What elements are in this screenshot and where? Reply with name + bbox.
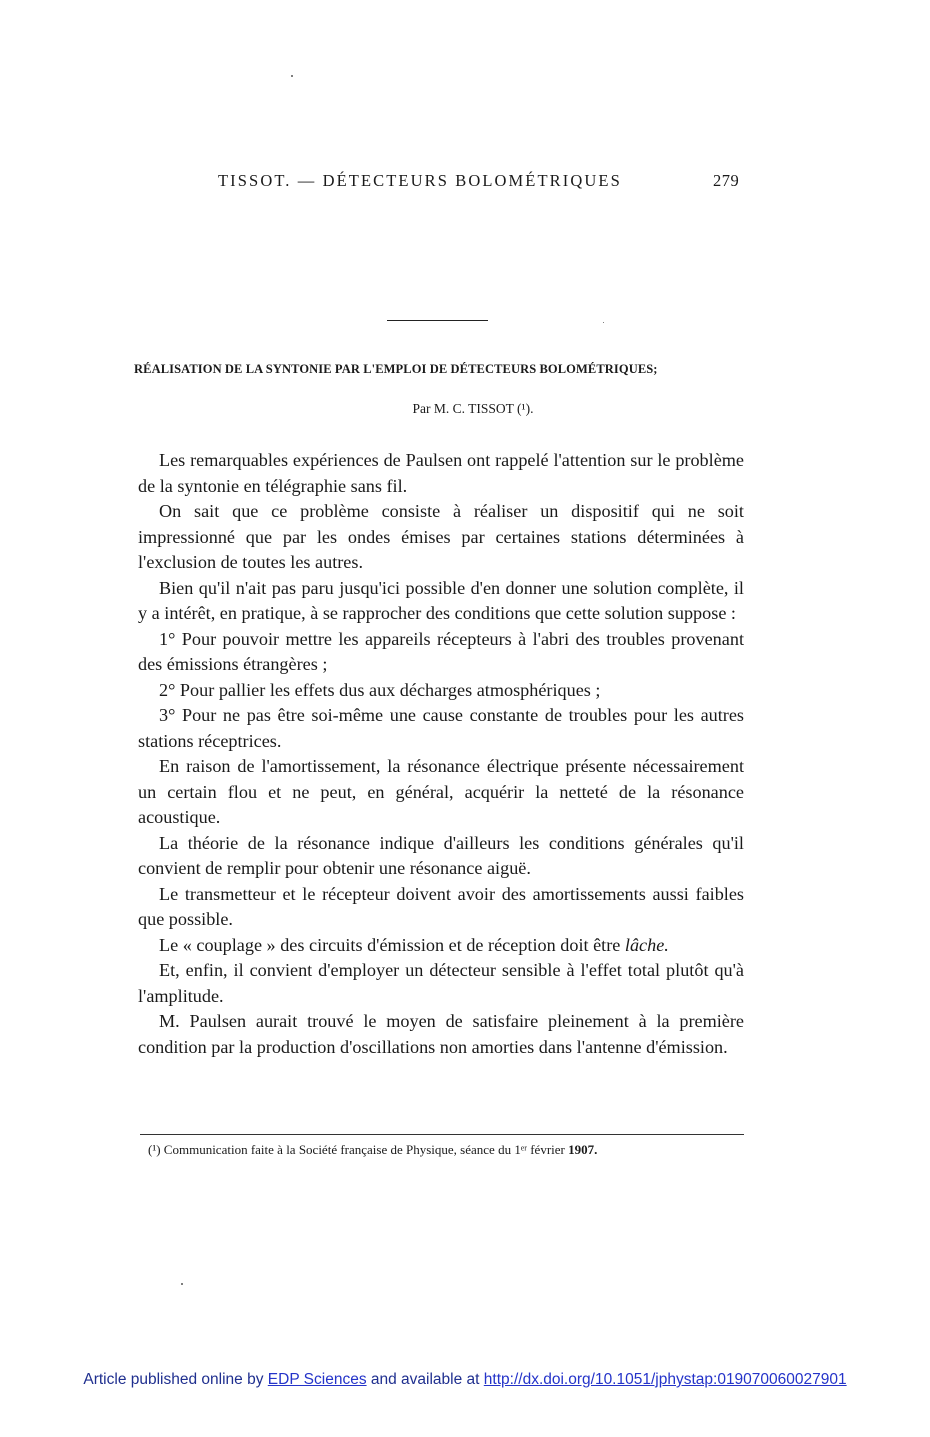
footnote-separator-rule <box>140 1134 744 1135</box>
banner-prefix: Article published online by <box>83 1371 264 1388</box>
scan-speck <box>603 322 604 323</box>
publication-banner <box>0 1371 930 1389</box>
body-paragraph: M. Paulsen aurait trouvé le moyen de satisfaire pleinement à la première condition par la production d'oscillations non amorties dans l'antenne d'émission. <box>138 1011 744 1057</box>
body-paragraph-couplage <box>138 933 744 959</box>
title-separator-rule <box>387 320 488 321</box>
edp-sciences-link[interactable]: EDP Sciences <box>267 1371 367 1388</box>
body-paragraph: Bien qu'il n'ait pas paru jusqu'ici possible d'en donner une solution complète, il y a intérêt, en pratique, à se rapprocher des conditions que cette solution suppose : <box>138 577 744 623</box>
body-paragraph: Le transmetteur et le récepteur doivent avoir des amortissements aussi faibles que possible. <box>138 883 744 929</box>
body-paragraph: 2° Pour pallier les effets dus aux décharges atmosphériques ; <box>159 679 601 700</box>
article-body <box>138 448 744 1060</box>
body-paragraph: Les remarquables expériences de Paulsen ont rappelé l'attention sur le problème de la syntonie en télégraphie sans fil. <box>138 450 744 496</box>
body-paragraph: La théorie de la résonance indique d'ailleurs les conditions générales qu'il convient de remplir pour obtenir une résonance aiguë. <box>138 832 744 878</box>
body-paragraph: 3° Pour ne pas être soi-même une cause constante de troubles pour les autres stations réceptrices. <box>138 705 744 751</box>
italic-word: lâche. <box>624 934 669 955</box>
banner-middle: and available at <box>370 1371 480 1388</box>
running-head <box>0 171 930 193</box>
body-paragraph: On sait que ce problème consiste à réaliser un dispositif qui ne soit impressionné que par les ondes émises par certaines stations déterminées à l'exclusion de toutes les autres. <box>138 501 744 572</box>
scan-speck <box>181 1283 183 1285</box>
body-paragraph: Et, enfin, il convient d'employer un détecteur sensible à l'effet total plutôt qu'à l'amplitude. <box>138 960 744 1006</box>
body-paragraph: En raison de l'amortissement, la résonance électrique présente nécessairement un certain flou et ne peut, en général, acquérir la netteté de la résonance acoustique. <box>138 756 744 827</box>
article-title: RÉALISATION DE LA SYNTONIE PAR L'EMPLOI DE DÉTECTEURS BOLOMÉTRIQUES; <box>134 362 658 376</box>
scan-speck <box>291 75 293 77</box>
couplage-text: Le « couplage » des circuits d'émission et de réception doit être <box>159 934 621 955</box>
page-number: 279 <box>713 171 740 190</box>
article-byline: Par M. C. TISSOT (¹). <box>412 401 534 416</box>
footnote-year: 1907. <box>568 1142 598 1157</box>
running-head-title: TISSOT. — DÉTECTEURS BOLOMÉTRIQUES <box>218 171 622 190</box>
body-paragraph: 1° Pour pouvoir mettre les appareils récepteurs à l'abri des troubles provenant des émissions étrangères ; <box>138 628 744 674</box>
doi-link[interactable]: http://dx.doi.org/10.1051/jphystap:019070060027901 <box>483 1371 847 1388</box>
footnote <box>140 1141 744 1158</box>
footnote-text: (¹) Communication faite à la Société française de Physique, séance du 1ᵉʳ février <box>148 1142 569 1157</box>
